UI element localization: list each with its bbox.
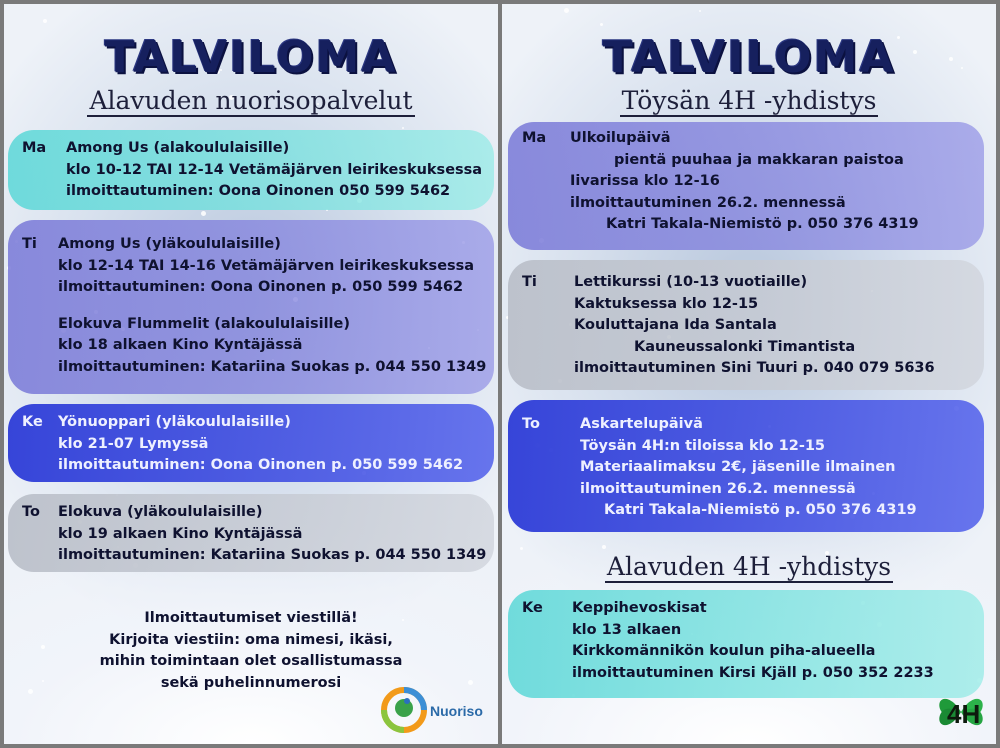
svg-text:4H: 4H bbox=[947, 699, 981, 729]
footer-line: sekä puhelinnumerosi bbox=[160, 674, 342, 691]
event-line: ilmoittautuminen Kirsi Kjäll p. 050 352 2233 bbox=[572, 664, 934, 681]
day-label: Ke bbox=[22, 414, 43, 430]
snowflake-decoration bbox=[699, 10, 701, 12]
left-day-ma bbox=[8, 130, 494, 210]
footer-line: mihin toimintaan olet osallistumassa bbox=[99, 653, 403, 669]
left-day-ti bbox=[8, 220, 494, 394]
event-line: klo 18 alkaen Kino Kyntäjässä bbox=[58, 337, 303, 353]
event-line: klo 21-07 Lymyssä bbox=[58, 435, 209, 452]
event-line: klo 13 alkaen bbox=[572, 621, 682, 638]
event-line: Ulkoilupäivä bbox=[570, 130, 671, 146]
event-line: klo 12-14 TAI 14-16 Vetämäjärven leirikeskuksessa bbox=[58, 257, 475, 274]
registration-instructions bbox=[4, 608, 498, 694]
day-label: Ti bbox=[522, 274, 537, 290]
right-day-ma bbox=[508, 122, 984, 250]
4h-logo bbox=[930, 683, 992, 741]
event-line: ilmoittautuminen Sini Tuuri p. 040 079 5636 bbox=[574, 360, 935, 376]
left-day-to bbox=[8, 494, 494, 572]
4h-clover-icon bbox=[930, 683, 992, 741]
event-line: ilmoittautuminen: Katariina Suokas p. 044 550 1349 bbox=[58, 547, 487, 563]
event-line: Elokuva (yläkoululaisille) bbox=[58, 504, 263, 520]
snowflake-decoration bbox=[600, 23, 603, 26]
right-poster bbox=[502, 4, 996, 744]
day-label: Ke bbox=[522, 600, 543, 616]
right-day-ke bbox=[508, 590, 984, 698]
event-line: Elokuva Flummelit (alakoululaisille) bbox=[58, 315, 350, 332]
right-subtitle-2: Alavuden 4H -yhdistys bbox=[606, 552, 892, 581]
right-day-to bbox=[508, 400, 984, 532]
event-line: Materiaalimaksu 2€, jäsenille ilmainen bbox=[580, 459, 896, 475]
day-label: Ma bbox=[22, 140, 47, 156]
event-line: ilmoittautuminen: Oona Oinonen p. 050 599 5462 bbox=[58, 279, 464, 295]
snowflake-decoration bbox=[602, 545, 606, 549]
event-line: Kauneussalonki Timantista bbox=[634, 338, 856, 355]
event-line: ilmoittautuminen: Oona Oinonen p. 050 599 5462 bbox=[58, 457, 464, 473]
day-label: To bbox=[522, 416, 540, 432]
left-subtitle: Alavuden nuorisopalvelut bbox=[89, 86, 413, 115]
event-line bbox=[58, 299, 484, 314]
event-line: ilmoittautuminen: Katariina Suokas p. 044 550 1349 bbox=[58, 358, 487, 375]
nuoriso-logo-icon bbox=[376, 684, 496, 734]
day-label: To bbox=[22, 504, 40, 520]
event-line: ilmoittautuminen 26.2. mennessä bbox=[580, 480, 856, 497]
event-line: Kouluttajana Ida Santala bbox=[574, 317, 777, 333]
svg-text:Nuoriso: Nuoriso bbox=[430, 703, 483, 719]
left-day-ke bbox=[8, 404, 494, 482]
snowflake-decoration bbox=[520, 547, 523, 550]
right-title: TALVILOMA bbox=[602, 32, 896, 83]
left-title: TALVILOMA bbox=[104, 32, 398, 83]
event-line: Kirkkomännikön koulun piha-alueella bbox=[572, 643, 876, 659]
event-line: ilmoittautuminen 26.2. mennessä bbox=[570, 194, 846, 211]
event-line: Kaktuksessa klo 12-15 bbox=[574, 295, 759, 312]
footer-line: Ilmoittautumiset viestillä! bbox=[144, 610, 358, 626]
snowflake-decoration bbox=[43, 19, 47, 23]
event-line: Yönuoppari (yläkoululaisille) bbox=[58, 414, 291, 430]
event-line: Among Us (yläkoululaisille) bbox=[58, 236, 281, 252]
event-line: Keppihevoskisat bbox=[572, 600, 707, 616]
day-label: Ma bbox=[522, 130, 547, 146]
event-line: Katri Takala-Niemistö p. 050 376 4319 bbox=[604, 502, 917, 518]
event-line: klo 10-12 TAI 12-14 Vetämäjärven leirikeskuksessa bbox=[66, 161, 483, 178]
left-poster bbox=[4, 4, 498, 744]
right-day-ti bbox=[508, 260, 984, 390]
day-label: Ti bbox=[22, 236, 37, 252]
snowflake-decoration bbox=[201, 211, 206, 216]
event-line: Lettikurssi (10-13 vuotiaille) bbox=[574, 274, 808, 290]
event-line: Katri Takala-Niemistö p. 050 376 4319 bbox=[606, 216, 919, 232]
event-line: klo 19 alkaen Kino Kyntäjässä bbox=[58, 525, 303, 542]
event-line: Iivarissa klo 12-16 bbox=[570, 173, 720, 189]
event-line: Töysän 4H:n tiloissa klo 12-15 bbox=[580, 437, 826, 454]
nuoriso-logo bbox=[376, 684, 496, 734]
event-line: Askartelupäivä bbox=[580, 416, 703, 432]
event-line: ilmoittautuminen: Oona Oinonen 050 599 5462 bbox=[66, 183, 451, 199]
snowflake-decoration bbox=[564, 8, 569, 13]
event-line: pientä puuhaa ja makkaran paistoa bbox=[614, 151, 904, 168]
snowflake-decoration bbox=[402, 127, 404, 129]
right-subtitle: Töysän 4H -yhdistys bbox=[621, 86, 877, 115]
event-line: Among Us (alakoululaisille) bbox=[66, 140, 290, 156]
footer-line: Kirjoita viestiin: oma nimesi, ikäsi, bbox=[109, 631, 393, 648]
